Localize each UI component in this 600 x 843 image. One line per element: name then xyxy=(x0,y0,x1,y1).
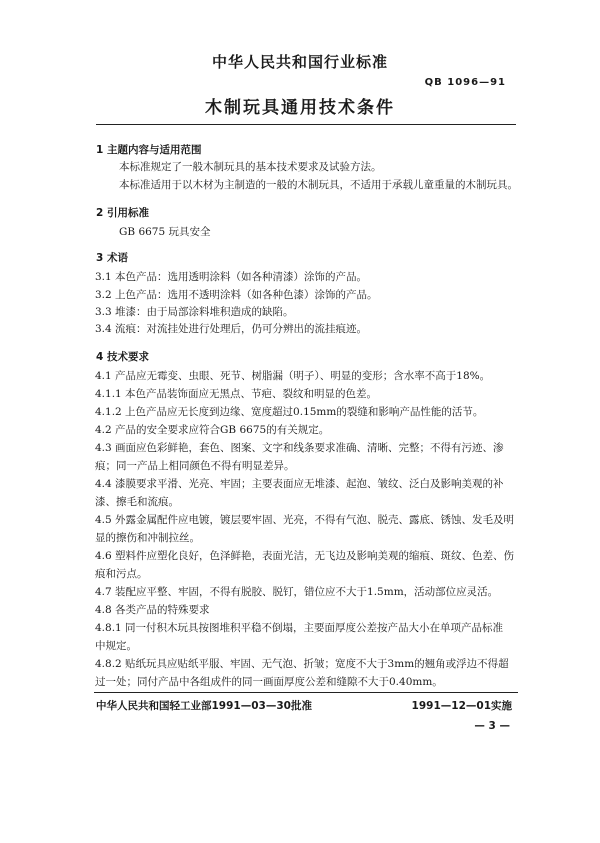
req-4-5-line-1: 4.5 外露金属配件应电镀，镀层要牢固、光亮，不得有气泡、脱壳、露底、锈蚀、发毛及明 xyxy=(95,514,515,526)
req-4-5-line-2: 显的擦伤和冲制拉丝。 xyxy=(95,532,200,544)
req-4-3-line-2: 痕；同一产品上相同颜色不得有明显差异。 xyxy=(95,460,295,472)
req-4-7: 4.7 装配应平整、牢固，不得有脱胶、脱钉，错位应不大于1.5mm，活动部位应灵活。 xyxy=(95,586,499,598)
req-4-1-2: 4.1.2 上色产品应无长度到边缘、宽度超过0.15mm的裂缝和影响产品性能的活节。 xyxy=(95,406,484,418)
req-4-4-line-1: 4.4 漆膜要求平滑、光亮、牢固；主要表面应无堆漆、起泡、皱纹、泛白及影响美观的补 xyxy=(95,478,504,490)
req-4-8-2-line-1: 4.8.2 贴纸玩具应贴纸平服、牢固、无气泡、折皱；宽度不大于3mm的翘角或浮边不得超 xyxy=(95,658,509,670)
section-4-heading: 4 技术要求 xyxy=(96,351,149,363)
req-4-8-1-line-1: 4.8.1 同一付积木玩具按图堆积平稳不倒塌，主要面厚度公差按产品大小在单项产品标准 xyxy=(95,622,504,634)
section-2-heading: 2 引用标准 xyxy=(96,207,149,219)
section-1-paragraph-1: 本标准规定了一般木制玩具的基本技术要求及试验方法。 xyxy=(119,161,382,173)
req-4-8-2-line-2: 过一处；同付产品中各组成件的同一画面厚度公差和缝隙不大于0.40mm。 xyxy=(95,676,443,688)
req-4-1-1: 4.1.1 本色产品装饰面应无黑点、节疤、裂纹和明显的色差。 xyxy=(95,388,378,400)
term-3-3: 3.3 堆漆：由于局部涂料堆积造成的缺陷。 xyxy=(95,306,294,318)
approval-line: 中华人民共和国轻工业部1991—03—30批准 xyxy=(96,700,312,712)
term-3-4: 3.4 流痕：对流挂处进行处理后，仍可分辨出的流挂痕迹。 xyxy=(95,323,368,335)
req-4-8: 4.8 各类产品的特殊要求 xyxy=(95,604,210,616)
term-3-2: 3.2 上色产品：选用不透明涂料（如各种色漆）涂饰的产品。 xyxy=(95,289,378,301)
req-4-2: 4.2 产品的安全要求应符合GB 6675的有关规定。 xyxy=(95,424,330,436)
section-1-paragraph-2: 本标准适用于以木材为主制造的一般的木制玩具，不适用于承载儿童重量的木制玩具。 xyxy=(119,179,518,191)
term-3-1: 3.1 本色产品：选用透明涂料（如各种清漆）涂饰的产品。 xyxy=(95,271,368,283)
standard-type: 中华人民共和国行业标准 xyxy=(211,53,388,71)
req-4-6-line-1: 4.6 塑料件应塑化良好，色泽鲜艳，表面光洁，无飞边及影响美观的缩痕、斑纹、色差、伤 xyxy=(95,550,515,562)
section-1-heading: 1 主题内容与适用范围 xyxy=(96,144,202,156)
page-number: — 3 — xyxy=(474,720,510,732)
top-rule xyxy=(96,124,516,125)
section-2-reference: GB 6675 玩具安全 xyxy=(119,226,211,238)
section-3-heading: 3 术语 xyxy=(96,252,128,264)
req-4-6-line-2: 痕和污点。 xyxy=(95,568,148,580)
standard-code: QB 1096—91 xyxy=(424,77,506,88)
req-4-4-line-2: 漆、擦毛和流痕。 xyxy=(95,496,179,508)
req-4-1: 4.1 产品应无霉变、虫眼、死节、树脂漏（明子）、明显的变形；含水率不高于18%。 xyxy=(95,370,491,382)
req-4-3-line-1: 4.3 画面应色彩鲜艳，套色、图案、文字和线条要求准确、清晰、完整；不得有污迹、渗 xyxy=(95,442,504,454)
bottom-rule xyxy=(94,692,518,693)
page-title: 木制玩具通用技术条件 xyxy=(205,98,395,118)
implementation-date: 1991—12—01实施 xyxy=(411,700,512,712)
req-4-8-1-line-2: 中规定。 xyxy=(95,640,137,652)
